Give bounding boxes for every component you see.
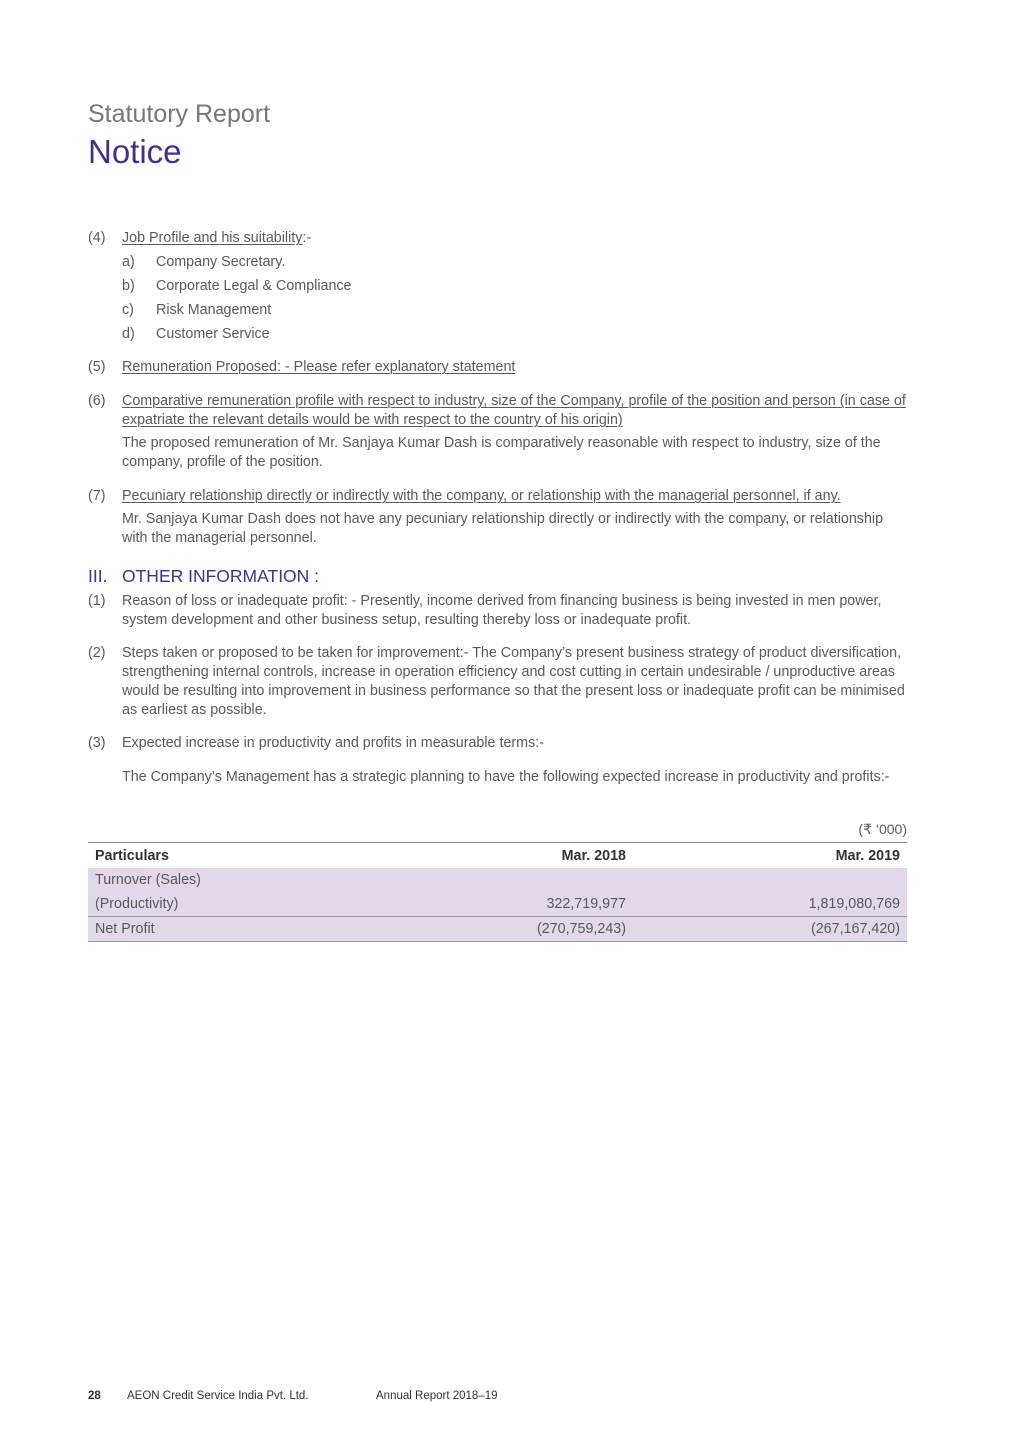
item-number: (3) bbox=[88, 735, 106, 751]
column-header: Mar. 2019 bbox=[633, 843, 907, 869]
role-letter: d) bbox=[122, 326, 135, 342]
role-letter: a) bbox=[122, 254, 135, 270]
item-body: Mr. Sanjaya Kumar Dash does not have any pecuniary relationship directly or indirectly with the company, or relationship with the managerial personnel. bbox=[122, 511, 884, 546]
item-heading: Job Profile and his suitability bbox=[122, 230, 303, 246]
role-letter: b) bbox=[122, 278, 135, 294]
item-6-body bbox=[88, 434, 908, 474]
table-row bbox=[88, 892, 907, 917]
page-title: Notice bbox=[88, 133, 182, 170]
item-number: (6) bbox=[88, 393, 106, 409]
item-body: The proposed remuneration of Mr. Sanjaya Kumar Dash is comparatively reasonable with respect to industry, size of the company, profile of the position. bbox=[122, 435, 881, 470]
item-text: Expected increase in productivity and profits in measurable terms:- bbox=[122, 735, 544, 751]
table-row bbox=[88, 917, 907, 942]
column-header: Mar. 2018 bbox=[359, 843, 633, 869]
table-cell: 322,719,977 bbox=[359, 892, 633, 917]
item-text: Reason of loss or inadequate profit: - Presently, income derived from financing business is being invested in men power, system development and other business setup, resulting thereby loss or inadequate profit. bbox=[122, 593, 882, 628]
table-cell: 1,819,080,769 bbox=[633, 892, 907, 917]
info-2 bbox=[88, 644, 908, 724]
table-cell: (270,759,243) bbox=[359, 917, 633, 942]
item-heading: Remuneration Proposed: - Please refer explanatory statement bbox=[122, 359, 516, 375]
item-7-body bbox=[88, 510, 908, 550]
table-unit: (₹ ‘000) bbox=[858, 821, 907, 837]
table-cell: Net Profit bbox=[88, 917, 359, 942]
item-number: (2) bbox=[88, 645, 106, 661]
item-text: Steps taken or proposed to be taken for improvement:- The Company’s present business strategy of product diversification, strengthening internal controls, increase in operation efficiency and cost cutting in certain undesirable / unproductive areas would be resulting into improvement in business performance so that the present loss or inadequate profit can be minimised as earliest as possible. bbox=[122, 645, 905, 718]
item-body: The Company’s Management has a strategic planning to have the following expected increase in productivity and profits:- bbox=[122, 769, 890, 785]
role-letter: c) bbox=[122, 302, 134, 318]
table-cell: (Productivity) bbox=[88, 892, 359, 917]
item-number: (4) bbox=[88, 230, 106, 246]
info-1 bbox=[88, 592, 908, 632]
item-number: (7) bbox=[88, 488, 106, 504]
role-text: Customer Service bbox=[156, 326, 270, 342]
section-number: III. bbox=[88, 566, 108, 586]
item-4 bbox=[88, 229, 908, 249]
footer-report: Annual Report 2018–19 bbox=[376, 1390, 498, 1402]
item-7 bbox=[88, 487, 908, 507]
info-3-body bbox=[88, 768, 908, 808]
productivity-table bbox=[88, 842, 907, 942]
role-text: Company Secretary. bbox=[156, 254, 286, 270]
role-text: Risk Management bbox=[156, 302, 272, 318]
item-6 bbox=[88, 392, 908, 432]
table-cell bbox=[359, 868, 633, 892]
role-text: Corporate Legal & Compliance bbox=[156, 278, 352, 294]
item-heading: Pecuniary relationship directly or indirectly with the company, or relationship with the managerial personnel, if any. bbox=[122, 488, 841, 504]
footer-company: AEON Credit Service India Pvt. Ltd. bbox=[127, 1390, 309, 1402]
section-title: OTHER INFORMATION : bbox=[122, 566, 320, 586]
table-cell: Turnover (Sales) bbox=[88, 868, 359, 892]
item-heading-tail: :- bbox=[302, 230, 312, 246]
column-header: Particulars bbox=[88, 843, 359, 869]
page-kicker: Statutory Report bbox=[88, 100, 271, 128]
item-heading: Comparative remuneration profile with respect to industry, size of the Company, profile of the position and person (in case of expatriate the relevant details would be with respect to the country of his origin) bbox=[122, 393, 906, 428]
table-row bbox=[88, 868, 907, 892]
item-number: (1) bbox=[88, 593, 106, 609]
table-cell bbox=[633, 868, 907, 892]
item-number: (5) bbox=[88, 359, 106, 375]
table-cell: (267,167,420) bbox=[633, 917, 907, 942]
info-3 bbox=[88, 734, 908, 754]
item-5 bbox=[88, 358, 908, 378]
table-header-row bbox=[88, 843, 907, 869]
page-number: 28 bbox=[88, 1390, 101, 1402]
